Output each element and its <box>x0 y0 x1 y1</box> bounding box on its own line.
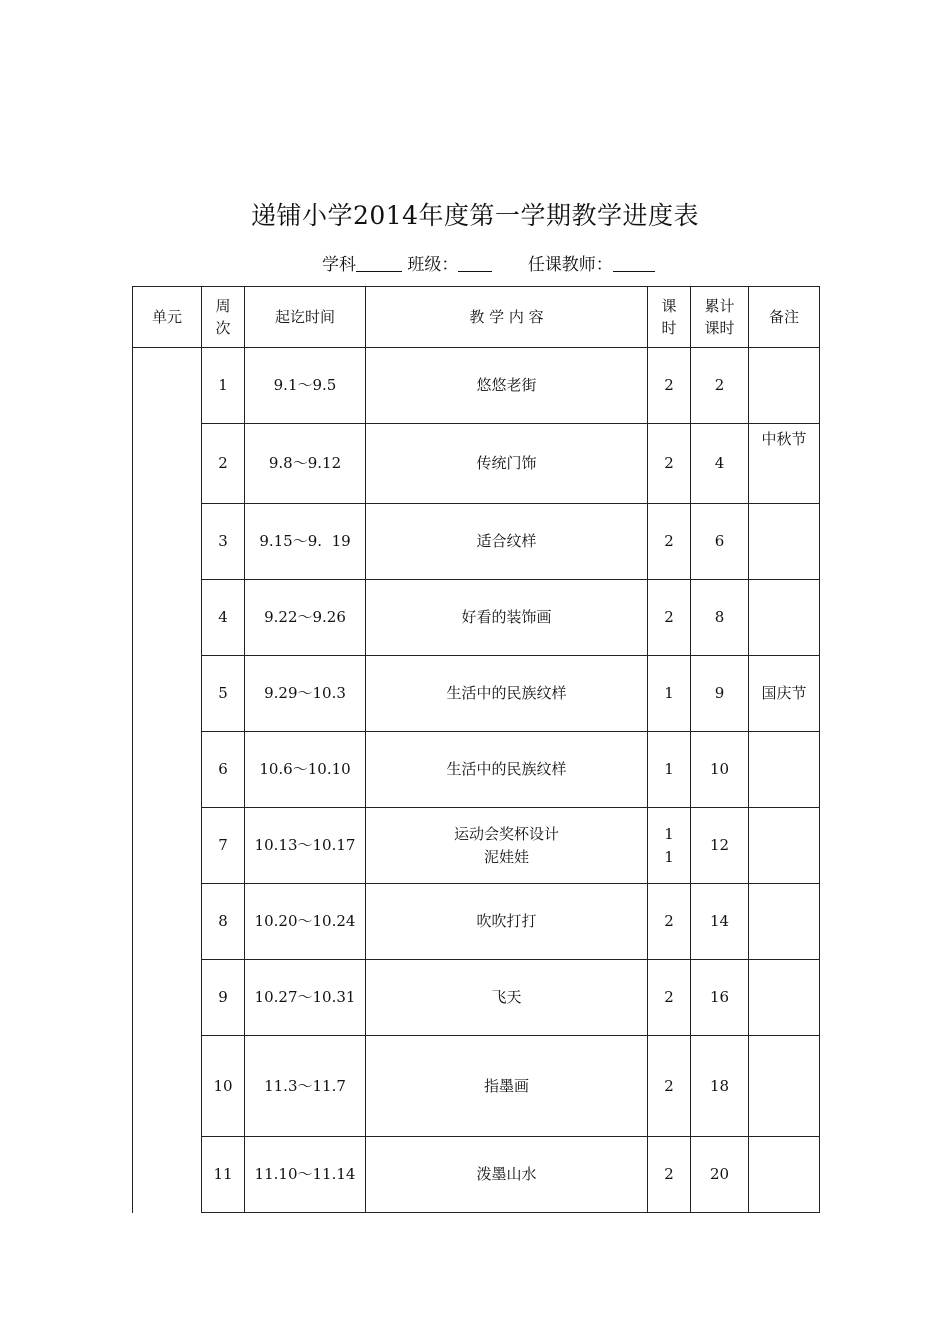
hours-cell: 2 <box>648 580 691 656</box>
header-content: 教 学 内 容 <box>366 287 648 348</box>
subject-blank <box>356 254 402 272</box>
note-cell <box>749 1036 820 1137</box>
dates-cell: 9.1～9.5 <box>245 348 366 424</box>
class-blank <box>458 254 492 272</box>
table-row <box>133 884 820 960</box>
dates-cell: 10.6～10.10 <box>245 732 366 808</box>
table-row <box>133 348 820 424</box>
subtitle-line <box>322 250 655 275</box>
header-total-hours: 累计 课时 <box>691 287 749 348</box>
dates-cell: 9.22～9.26 <box>245 580 366 656</box>
week-cell: 2 <box>202 424 245 504</box>
content-cell: 泼墨山水 <box>366 1137 648 1213</box>
week-cell: 4 <box>202 580 245 656</box>
dates-cell: 10.20～10.24 <box>245 884 366 960</box>
page-title: 递铺小学2014年度第一学期教学进度表 <box>250 201 700 230</box>
total-cell: 20 <box>691 1137 749 1213</box>
table-row <box>133 424 820 504</box>
hours-cell: 2 <box>648 504 691 580</box>
content-cell: 运动会奖杯设计 泥娃娃 <box>366 808 648 884</box>
hours-cell: 2 <box>648 1036 691 1137</box>
week-cell: 5 <box>202 656 245 732</box>
hours-cell: 1 <box>648 732 691 808</box>
subject-label: 学科 <box>322 255 356 275</box>
total-cell: 8 <box>691 580 749 656</box>
header-notes: 备注 <box>749 287 820 348</box>
table-header-row <box>133 287 820 348</box>
total-cell: 16 <box>691 960 749 1036</box>
teacher-label: 任课教师： <box>527 255 613 275</box>
table-row <box>133 732 820 808</box>
teacher-blank <box>613 254 655 272</box>
week-cell: 7 <box>202 808 245 884</box>
content-cell: 生活中的民族纹样 <box>366 656 648 732</box>
table-row <box>133 1137 820 1213</box>
note-cell <box>749 884 820 960</box>
content-cell: 飞天 <box>366 960 648 1036</box>
dates-cell: 10.13～10.17 <box>245 808 366 884</box>
week-cell: 10 <box>202 1036 245 1137</box>
week-cell: 11 <box>202 1137 245 1213</box>
header-dates: 起讫时间 <box>245 287 366 348</box>
class-label: 班级： <box>407 255 459 275</box>
dates-cell: 10.27～10.31 <box>245 960 366 1036</box>
note-cell: 国庆节 <box>749 656 820 732</box>
note-cell <box>749 732 820 808</box>
content-cell: 指墨画 <box>366 1036 648 1137</box>
dates-cell: 11.3～11.7 <box>245 1036 366 1137</box>
dates-cell: 11.10～11.14 <box>245 1137 366 1213</box>
content-cell: 悠悠老街 <box>366 348 648 424</box>
table-row <box>133 1036 820 1137</box>
note-cell <box>749 580 820 656</box>
table-row <box>133 580 820 656</box>
note-cell <box>749 1137 820 1213</box>
total-cell: 9 <box>691 656 749 732</box>
week-cell: 3 <box>202 504 245 580</box>
note-cell: 中秋节 <box>749 424 820 504</box>
week-cell: 6 <box>202 732 245 808</box>
week-cell: 8 <box>202 884 245 960</box>
dates-cell: 9.29～10.3 <box>245 656 366 732</box>
content-cell: 好看的装饰画 <box>366 580 648 656</box>
total-cell: 6 <box>691 504 749 580</box>
hours-cell: 2 <box>648 424 691 504</box>
hours-cell: 2 <box>648 348 691 424</box>
content-cell: 吹吹打打 <box>366 884 648 960</box>
header-week: 周 次 <box>202 287 245 348</box>
dates-cell: 9.15～9. 19 <box>245 504 366 580</box>
total-cell: 14 <box>691 884 749 960</box>
table-row <box>133 504 820 580</box>
note-cell <box>749 348 820 424</box>
header-hours: 课 时 <box>648 287 691 348</box>
total-cell: 4 <box>691 424 749 504</box>
hours-cell: 2 <box>648 1137 691 1213</box>
dates-cell: 9.8～9.12 <box>245 424 366 504</box>
header-unit: 单元 <box>133 287 202 348</box>
unit-cell <box>133 348 202 1213</box>
week-cell: 9 <box>202 960 245 1036</box>
total-cell: 2 <box>691 348 749 424</box>
table-row <box>133 656 820 732</box>
content-cell: 生活中的民族纹样 <box>366 732 648 808</box>
note-cell <box>749 808 820 884</box>
week-cell: 1 <box>202 348 245 424</box>
hours-cell: 2 <box>648 884 691 960</box>
content-cell: 适合纹样 <box>366 504 648 580</box>
schedule-table <box>132 286 820 1213</box>
hours-cell: 1 1 <box>648 808 691 884</box>
table-row <box>133 808 820 884</box>
content-cell: 传统门饰 <box>366 424 648 504</box>
hours-cell: 1 <box>648 656 691 732</box>
table-row <box>133 960 820 1036</box>
note-cell <box>749 504 820 580</box>
total-cell: 12 <box>691 808 749 884</box>
total-cell: 10 <box>691 732 749 808</box>
total-cell: 18 <box>691 1036 749 1137</box>
note-cell <box>749 960 820 1036</box>
hours-cell: 2 <box>648 960 691 1036</box>
